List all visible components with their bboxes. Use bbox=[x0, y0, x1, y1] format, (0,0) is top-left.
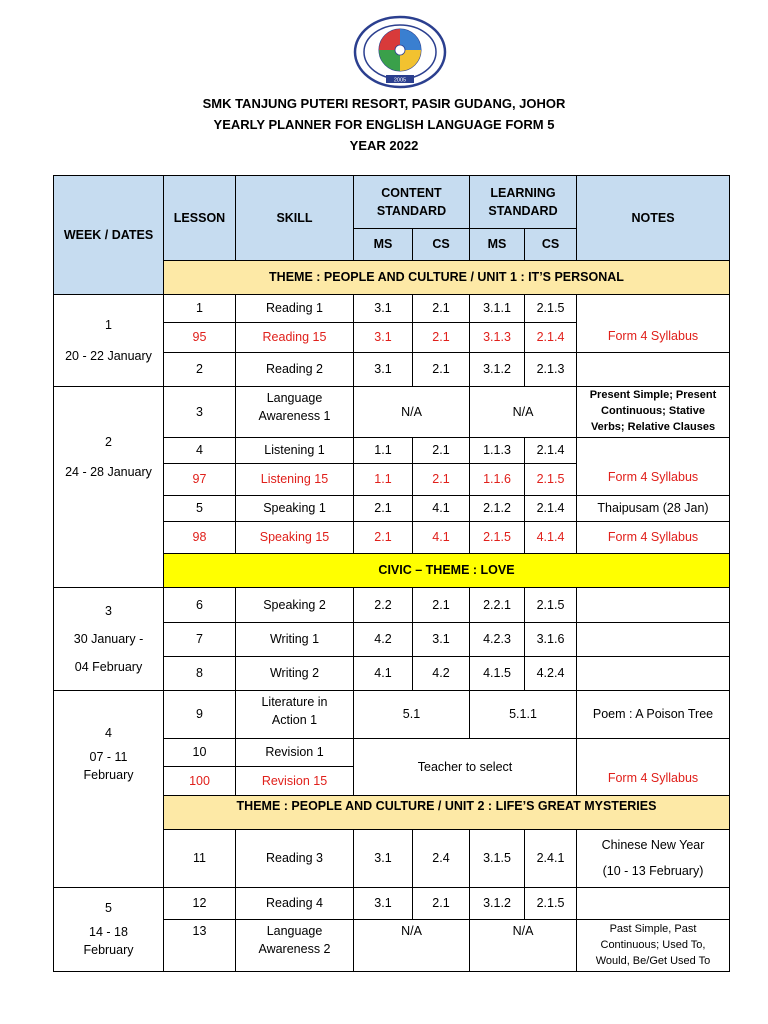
header-week-dates: WEEK / DATES bbox=[54, 176, 164, 295]
notes-cell: Form 4 Syllabus bbox=[577, 521, 730, 553]
theme-banner: THEME : PEOPLE AND CULTURE / UNIT 2 : LIFE’S GREAT MYSTERIES bbox=[164, 795, 730, 829]
header-skill: SKILL bbox=[236, 176, 354, 261]
skill-cell: Speaking 1 bbox=[236, 495, 354, 521]
notes-cell: Poem : A Poison Tree bbox=[577, 690, 730, 738]
skill-cell: Speaking 15 bbox=[236, 521, 354, 553]
notes-line: Past Simple, Past bbox=[609, 922, 697, 935]
lms-cell: 4.1.5 bbox=[470, 656, 525, 690]
header-ms: MS bbox=[354, 229, 413, 261]
header-lesson: LESSON bbox=[164, 176, 236, 261]
skill-cell: Writing 2 bbox=[236, 656, 354, 690]
table-row bbox=[54, 887, 730, 919]
cs-cell: 2.1 bbox=[413, 323, 470, 353]
notes-cell bbox=[577, 656, 730, 690]
week-dates: February bbox=[83, 767, 134, 782]
lesson-cell: 6 bbox=[164, 587, 236, 622]
svg-text:2005: 2005 bbox=[393, 77, 407, 84]
notes-cell bbox=[577, 887, 730, 919]
lesson-cell: 95 bbox=[164, 323, 236, 353]
lms-cell: 3.1.5 bbox=[470, 829, 525, 887]
week-number: 2 bbox=[105, 434, 112, 449]
skill-cell bbox=[236, 919, 354, 971]
notes-line: Chinese New Year bbox=[601, 838, 705, 853]
week-cell bbox=[54, 295, 164, 387]
lms-cell: 4.2.3 bbox=[470, 622, 525, 656]
lesson-cell: 11 bbox=[164, 829, 236, 887]
lms-cell: 2.1.5 bbox=[470, 521, 525, 553]
skill-line: Action 1 bbox=[271, 712, 318, 727]
lms-cell: 3.1.2 bbox=[470, 887, 525, 919]
lms-cell: 3.1.1 bbox=[470, 295, 525, 323]
skill-cell: Reading 3 bbox=[236, 829, 354, 887]
table-row bbox=[54, 295, 730, 323]
planner-year: YEAR 2022 bbox=[349, 138, 419, 153]
civic-theme-banner: CIVIC – THEME : LOVE bbox=[164, 553, 730, 587]
ms-cell: 3.1 bbox=[354, 295, 413, 323]
ms-cell: 3.1 bbox=[354, 887, 413, 919]
skill-line: Awareness 2 bbox=[258, 941, 331, 956]
lesson-cell: 2 bbox=[164, 353, 236, 387]
lcs-cell: 2.1.5 bbox=[525, 587, 577, 622]
cs-cell: 3.1 bbox=[413, 622, 470, 656]
lesson-cell: 8 bbox=[164, 656, 236, 690]
lcs-cell: 4.2.4 bbox=[525, 656, 577, 690]
week-dates: February bbox=[83, 943, 134, 958]
notes-line: Verbs; Relative Clauses bbox=[590, 420, 716, 433]
lms-cell: 2.2.1 bbox=[470, 587, 525, 622]
lcs-cell: 4.1.4 bbox=[525, 521, 577, 553]
notes-cell bbox=[577, 387, 730, 438]
week-dates: 14 - 18 bbox=[89, 925, 128, 940]
cs-cell: 4.1 bbox=[413, 495, 470, 521]
lesson-cell: 97 bbox=[164, 463, 236, 495]
lesson-cell: 100 bbox=[164, 766, 236, 795]
week-number: 3 bbox=[105, 603, 112, 618]
learning-standard-cell: N/A bbox=[470, 919, 577, 971]
notes-cell bbox=[577, 353, 730, 387]
notes-line: Continuous; Used To, bbox=[600, 938, 706, 951]
table-row bbox=[54, 587, 730, 622]
notes-line: Present Simple; Present bbox=[589, 389, 717, 401]
header-notes: NOTES bbox=[577, 176, 730, 261]
table-row bbox=[54, 690, 730, 738]
lesson-cell: 9 bbox=[164, 690, 236, 738]
week-dates: 20 - 22 January bbox=[65, 348, 152, 363]
lcs-cell: 3.1.6 bbox=[525, 622, 577, 656]
skill-cell: Speaking 2 bbox=[236, 587, 354, 622]
notes-cell: Form 4 Syllabus bbox=[577, 437, 730, 495]
skill-cell: Reading 15 bbox=[236, 323, 354, 353]
skill-line: Language bbox=[266, 391, 323, 405]
lesson-cell: 10 bbox=[164, 738, 236, 766]
content-standard-cell: N/A bbox=[354, 387, 470, 438]
skill-cell: Writing 1 bbox=[236, 622, 354, 656]
lesson-cell: 98 bbox=[164, 521, 236, 553]
lesson-cell: 1 bbox=[164, 295, 236, 323]
notes-cell bbox=[577, 829, 730, 887]
cs-cell: 4.2 bbox=[413, 656, 470, 690]
ms-cell: 2.2 bbox=[354, 587, 413, 622]
lesson-cell: 3 bbox=[164, 387, 236, 438]
week-cell bbox=[54, 387, 164, 588]
skill-cell: Reading 4 bbox=[236, 887, 354, 919]
lcs-cell: 2.1.5 bbox=[525, 887, 577, 919]
notes-cell bbox=[577, 919, 730, 971]
skill-line: Awareness 1 bbox=[258, 409, 331, 424]
week-cell bbox=[54, 587, 164, 690]
cs-cell: 2.1 bbox=[413, 353, 470, 387]
lesson-cell: 12 bbox=[164, 887, 236, 919]
ms-cell: 2.1 bbox=[354, 521, 413, 553]
notes-line: Would, Be/Get Used To bbox=[595, 954, 711, 967]
week-dates: 30 January - bbox=[73, 631, 144, 646]
header-cs: CS bbox=[413, 229, 470, 261]
notes-line: Continuous; Stative bbox=[601, 404, 705, 417]
header-learning-standard: LEARNING STANDARD bbox=[470, 176, 577, 229]
header-content-standard: CONTENT STANDARD bbox=[354, 176, 470, 229]
skill-cell: Listening 15 bbox=[236, 463, 354, 495]
school-logo bbox=[353, 15, 447, 90]
ms-cell: 3.1 bbox=[354, 353, 413, 387]
skill-cell: Revision 15 bbox=[236, 766, 354, 795]
skill-line: Literature in bbox=[261, 694, 328, 709]
week-dates: 04 February bbox=[74, 659, 143, 674]
content-standard-cell: 5.1 bbox=[354, 690, 470, 738]
notes-cell bbox=[577, 622, 730, 656]
school-name: SMK TANJUNG PUTERI RESORT, PASIR GUDANG, JOHOR bbox=[202, 96, 566, 111]
planner-title: YEARLY PLANNER FOR ENGLISH LANGUAGE FORM 5 bbox=[213, 117, 555, 132]
lesson-cell: 4 bbox=[164, 437, 236, 463]
skill-cell: Revision 1 bbox=[236, 738, 354, 766]
notes-cell: Thaipusam (28 Jan) bbox=[577, 495, 730, 521]
cs-cell: 2.1 bbox=[413, 295, 470, 323]
ms-cell: 2.1 bbox=[354, 495, 413, 521]
skill-cell bbox=[236, 387, 354, 438]
ms-cell: 3.1 bbox=[354, 829, 413, 887]
lms-cell: 3.1.2 bbox=[470, 353, 525, 387]
lcs-cell: 2.1.4 bbox=[525, 495, 577, 521]
lms-cell: 2.1.2 bbox=[470, 495, 525, 521]
notes-line: (10 - 13 February) bbox=[602, 864, 704, 879]
week-dates: 24 - 28 January bbox=[65, 464, 152, 479]
week-number: 5 bbox=[105, 901, 112, 916]
skill-cell: Listening 1 bbox=[236, 437, 354, 463]
cs-cell: 2.1 bbox=[413, 887, 470, 919]
week-dates: 07 - 11 bbox=[89, 749, 128, 764]
lcs-cell: 2.1.5 bbox=[525, 463, 577, 495]
lesson-cell: 7 bbox=[164, 622, 236, 656]
ms-cell: 4.2 bbox=[354, 622, 413, 656]
lms-cell: 3.1.3 bbox=[470, 323, 525, 353]
lcs-cell: 2.1.4 bbox=[525, 323, 577, 353]
skill-cell: Reading 1 bbox=[236, 295, 354, 323]
lcs-cell: 2.1.3 bbox=[525, 353, 577, 387]
ms-cell: 3.1 bbox=[354, 323, 413, 353]
header-cs: CS bbox=[525, 229, 577, 261]
content-standard-cell: N/A bbox=[354, 919, 470, 971]
lcs-cell: 2.1.5 bbox=[525, 295, 577, 323]
ms-cell: 1.1 bbox=[354, 463, 413, 495]
lcs-cell: 2.1.4 bbox=[525, 437, 577, 463]
learning-standard-cell: 5.1.1 bbox=[470, 690, 577, 738]
lms-cell: 1.1.3 bbox=[470, 437, 525, 463]
learning-standard-cell: N/A bbox=[470, 387, 577, 438]
skill-cell: Reading 2 bbox=[236, 353, 354, 387]
lesson-cell: 13 bbox=[164, 919, 236, 971]
lms-cell: 1.1.6 bbox=[470, 463, 525, 495]
week-number: 1 bbox=[105, 318, 112, 333]
cs-cell: 2.1 bbox=[413, 587, 470, 622]
week-cell bbox=[54, 887, 164, 971]
ms-cell: 4.1 bbox=[354, 656, 413, 690]
notes-cell bbox=[577, 587, 730, 622]
table-row bbox=[54, 387, 730, 438]
week-number: 4 bbox=[105, 725, 112, 740]
teacher-select-cell: Teacher to select bbox=[354, 738, 577, 795]
header-ms: MS bbox=[470, 229, 525, 261]
notes-cell: Form 4 Syllabus bbox=[577, 738, 730, 795]
lesson-cell: 5 bbox=[164, 495, 236, 521]
skill-line: Language bbox=[266, 923, 323, 938]
cs-cell: 2.1 bbox=[413, 437, 470, 463]
ms-cell: 1.1 bbox=[354, 437, 413, 463]
skill-cell bbox=[236, 690, 354, 738]
yearly-planner-table bbox=[53, 175, 730, 972]
notes-cell: Form 4 Syllabus bbox=[577, 295, 730, 353]
theme-banner: THEME : PEOPLE AND CULTURE / UNIT 1 : IT’S PERSONAL bbox=[164, 261, 730, 295]
cs-cell: 2.1 bbox=[413, 463, 470, 495]
week-cell bbox=[54, 690, 164, 887]
cs-cell: 2.4 bbox=[413, 829, 470, 887]
cs-cell: 4.1 bbox=[413, 521, 470, 553]
lcs-cell: 2.4.1 bbox=[525, 829, 577, 887]
